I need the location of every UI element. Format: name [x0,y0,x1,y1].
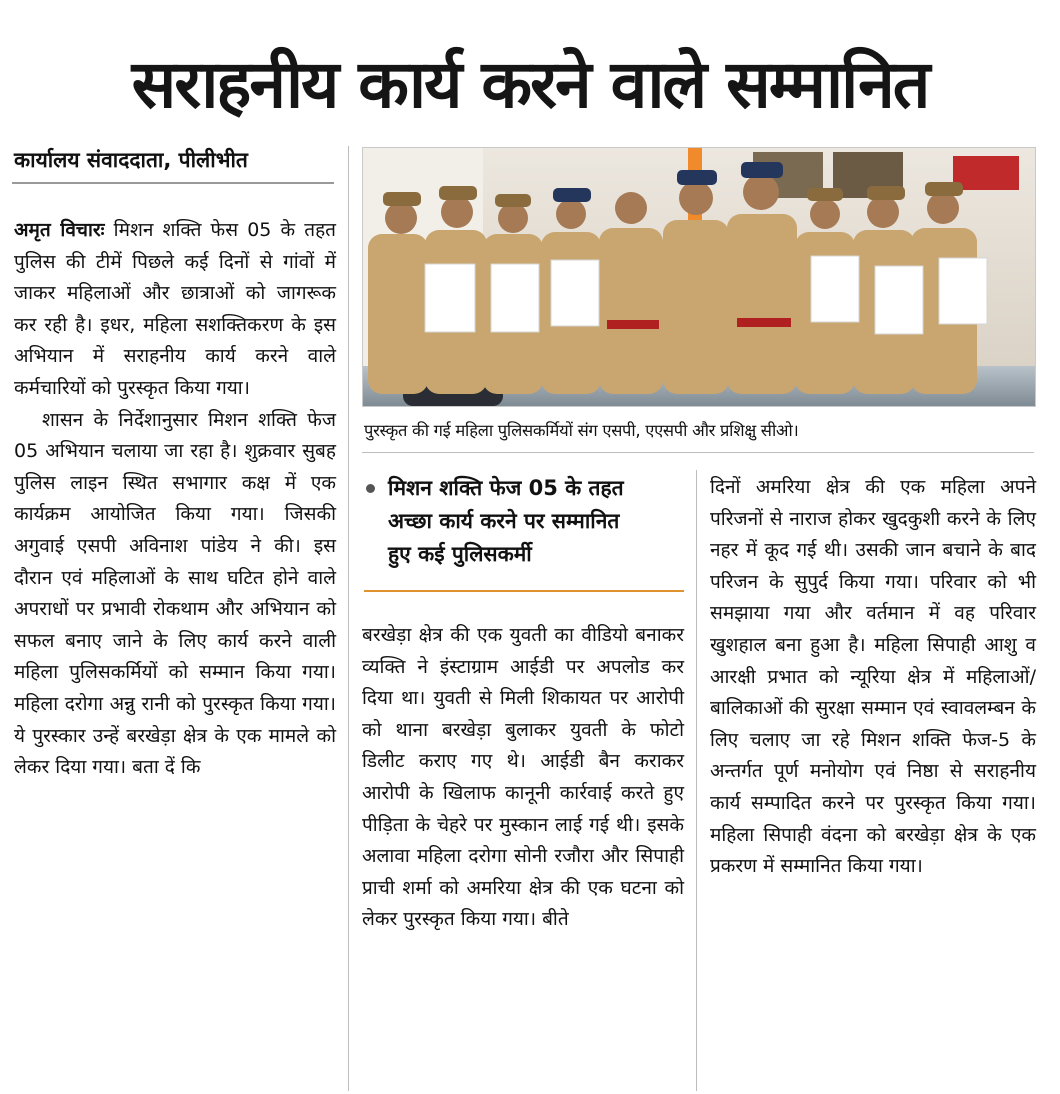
column-divider-left [348,146,349,1091]
caption-divider [362,452,1034,453]
article-column-3 [710,472,1036,883]
highlight-divider [364,590,684,592]
column-divider-right [696,470,697,1091]
paragraph: शासन के निर्देशानुसार मिशन शक्ति फेज 05 अभियान चलाया जा रहा है। शुक्रवार सुबह पुलिस लाइन स्थित सभागार कक्ष में एक कार्यक्रम आयोजित किया गया। जिसकी अगुवाई एसपी अविनाश पांडेय ने की। इस दौरान एवं महिलाओं के साथ घटित होने वाले अपराधों पर प्रभावी रोकथाम और अभियान को सफल बनाए जाने के लिए कार्य करने वाली महिला पुलिसकर्मियों को सम्मान किया गया। महिला दरोगा अन्नु रानी को पुरस्कृत किया गया। ये पुरस्कार उन्हें बरखेड़ा क्षेत्र के एक मामले को लेकर दिया गया। बता दें कि [14,408,336,779]
news-photo [362,147,1036,407]
article-column-1 [14,215,336,784]
lead-paragraph [14,215,336,405]
paragraph: बरखेड़ा क्षेत्र की एक युवती का वीडियो बनाकर व्यक्ति ने इंस्टाग्राम आईडी पर अपलोड कर दिया था। युवती से मिली शिकायत पर आरोपी को थाना बरखेड़ा बुलाकर युवती के फोटो डिलीट कराए गए थे। आईडी बैन कराकर आरोपी के खिलाफ कानूनी कार्रवाई करते हुए पीड़िता के चेहरे पर मुस्कान लाई गई थी। इसके अलावा महिला दरोगा सोनी रजौरा और सिपाही प्राची शर्मा को अमरिया क्षेत्र की एक घटना को लेकर पुरस्कृत किया गया। बीते [362,624,684,931]
lead-text: मिशन शक्ति फेस 05 के तहत पुलिस की टीमें पिछले कई दिनों से गांवों में जाकर महिलाओं और छात्राओं को जागरूक कर रही है। इधर, महिला सशक्तिकरण के इस अभियान में सराहनीय कार्य करने वाले कर्मचारियों को पुरस्कृत किया गया। [14,219,336,399]
highlight-line: अच्छा कार्य करने पर सम्मानित [388,509,620,533]
byline-divider [12,182,334,184]
highlight-box [364,472,684,571]
paragraph: दिनों अमरिया क्षेत्र की एक महिला अपने परिजनों से नाराज होकर खुदकुशी करने के लिए नहर में कूद गई थी। उसकी जान बचाने के बाद परिजन के सुपुर्द किया गया। परिवार को भी समझाया गया और वर्तमान में वह परिवार खुशहाल बना हुआ है। महिला सिपाही आशु व आरक्षी प्रभात को न्यूरिया क्षेत्र में महिलाओं/बालिकाओं की सुरक्षा सम्मान एवं स्वावलम्बन के लिए चलाए जा रहे मिशन शक्ति फेज-5 के अन्तर्गत पूर्ण मनोयोग एवं निष्ठा से सराहनीय कार्य सम्पादित करने पर पुरस्कृत किया गया। महिला सिपाही वंदना को बरखेड़ा क्षेत्र के एक प्रकरण में सम्मानित किया गया। [710,476,1036,878]
police-group-photo [363,148,1035,406]
headline: सराहनीय कार्य करने वाले सम्मानित [131,46,929,123]
highlight-line: मिशन शक्ति फेज 05 के तहत [388,476,624,500]
dateline: अमृत विचारः [14,219,105,241]
bullet-icon [366,484,375,493]
photo-caption: पुरस्कृत की गई महिला पुलिसकर्मियों संग एसपी, एएसपी और प्रशिक्षु सीओ। [364,421,799,440]
highlight-line: हुए कई पुलिसकर्मी [388,542,532,566]
byline: कार्यालय संवाददाता, पीलीभीत [14,148,248,172]
article-column-2 [362,620,684,936]
